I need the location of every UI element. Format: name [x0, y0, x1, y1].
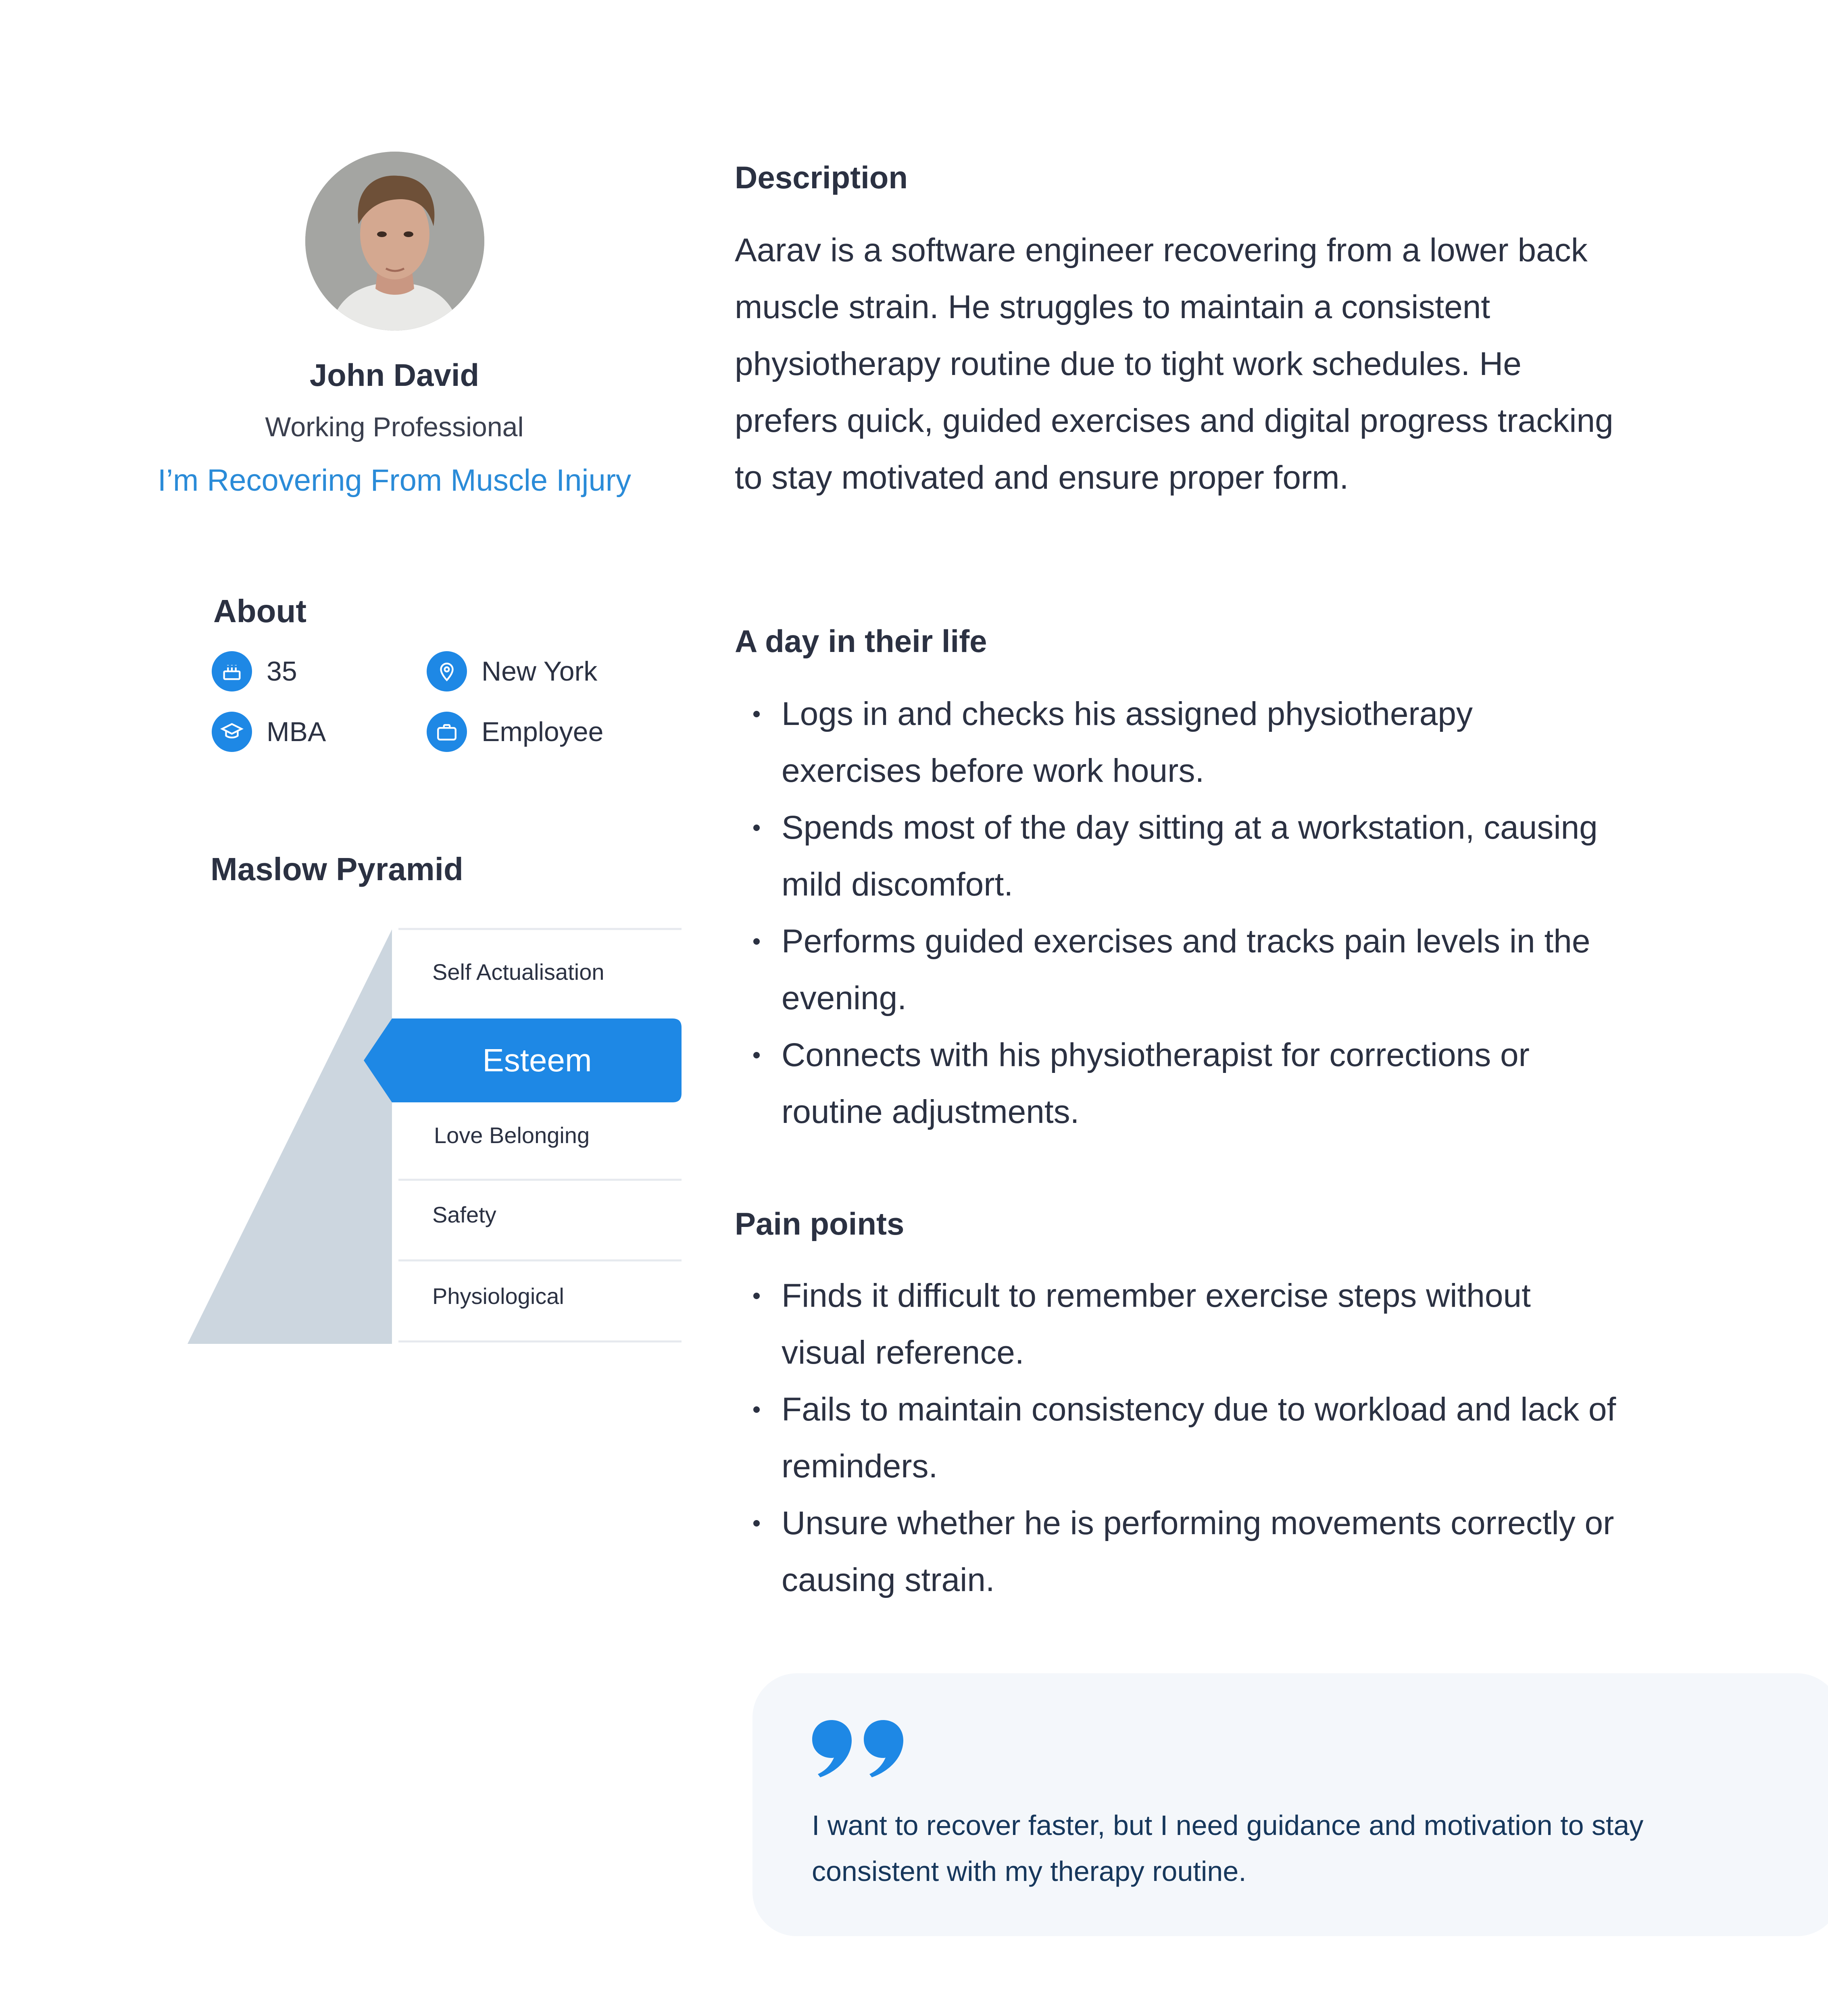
quote-text: I want to recover faster, but I need guidance and motivation to stay consistent with my therapy routine.	[812, 1810, 1644, 1887]
avatar	[305, 152, 484, 331]
location-pin-icon	[427, 651, 467, 691]
maslow-level-safety: Safety	[432, 1202, 496, 1227]
profile-role: Working Professional	[265, 412, 524, 442]
day-in-life-list	[735, 685, 1618, 1140]
maslow-level-love-belonging: Love Belonging	[434, 1123, 590, 1148]
maslow-level-self-actualisation: Self Actualisation	[432, 959, 604, 985]
profile-tagline: I’m Recovering From Muscle Injury	[157, 463, 632, 498]
pyramid-shape	[188, 929, 392, 1344]
profile-name: John David	[309, 357, 479, 393]
about-age-value: 35	[267, 656, 297, 687]
briefcase-icon	[427, 712, 467, 752]
pain-points-heading: Pain points	[735, 1206, 905, 1241]
maslow-level-physiological: Physiological	[432, 1283, 564, 1309]
list-item: Fails to maintain consistency due to workload and lack of reminders.	[735, 1381, 1618, 1495]
maslow-level-esteem[interactable]: Esteem	[482, 1042, 592, 1078]
list-item: Finds it difficult to remember exercise steps without visual reference.	[735, 1267, 1618, 1381]
description-text: Aarav is a software engineer recovering from a lower back muscle strain. He struggles to maintain a consistent physiotherapy routine due to tight work schedules. He prefers quick, guided exercises and digital progress tracking to stay motivated and ensure proper form.	[735, 232, 1613, 496]
graduation-cap-icon	[212, 712, 252, 752]
about-age	[212, 649, 297, 694]
day-in-life-heading: A day in their life	[735, 623, 987, 659]
list-item: Unsure whether he is performing movements correctly or causing strain.	[735, 1495, 1618, 1608]
pain-points-list	[735, 1267, 1618, 1608]
list-item: Spends most of the day sitting at a workstation, causing mild discomfort.	[735, 799, 1618, 913]
about-location-value: New York	[481, 656, 598, 687]
list-item: Logs in and checks his assigned physiotherapy exercises before work hours.	[735, 685, 1618, 799]
about-education	[212, 710, 326, 754]
description-heading: Description	[735, 160, 908, 195]
about-occupation	[427, 710, 603, 754]
cake-icon	[212, 651, 252, 691]
about-education-value: MBA	[267, 716, 326, 747]
maslow-heading: Maslow Pyramid	[211, 851, 463, 887]
about-location	[427, 649, 597, 694]
list-item: Connects with his physiotherapist for corrections or routine adjustments.	[735, 1027, 1618, 1140]
quote-icon	[811, 1718, 906, 1778]
avatar-photo	[305, 152, 484, 331]
about-occupation-value: Employee	[481, 716, 604, 747]
about-heading: About	[213, 593, 307, 629]
list-item: Performs guided exercises and tracks pain levels in the evening.	[735, 913, 1618, 1027]
